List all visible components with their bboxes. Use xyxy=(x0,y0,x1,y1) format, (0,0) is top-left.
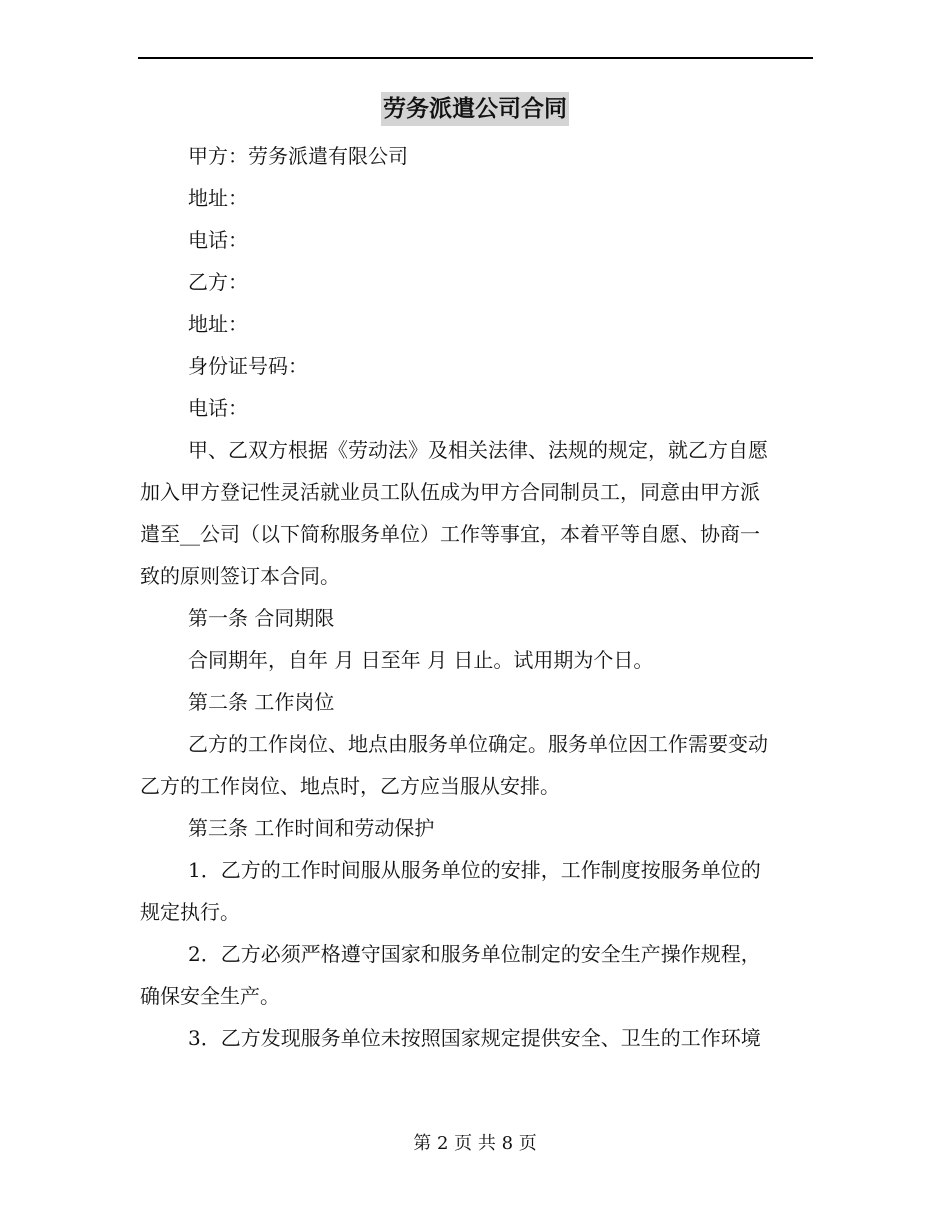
text-line: 甲、乙双方根据《劳动法》及相关法律、法规的规定，就乙方自愿 xyxy=(188,438,768,462)
text-line: 地址： xyxy=(188,186,248,210)
text-line: 乙方的工作岗位、地点由服务单位确定。服务单位因工作需要变动 xyxy=(188,732,768,756)
text-line: 第三条 工作时间和劳动保护 xyxy=(188,816,435,840)
text-line: 加入甲方登记性灵活就业员工队伍成为甲方合同制员工，同意由甲方派 xyxy=(140,480,760,504)
text-line: 确保安全生产。 xyxy=(140,984,280,1008)
title-container xyxy=(0,92,950,126)
text-line: 规定执行。 xyxy=(140,900,240,924)
text-line: 遣至__公司（以下简称服务单位）工作等事宜，本着平等自愿、协商一 xyxy=(140,522,760,546)
page-footer: 第 2 页 共 8 页 xyxy=(413,1133,537,1154)
text-line: 乙方： xyxy=(188,270,248,294)
header-rule xyxy=(138,57,813,59)
text-line: 2．乙方必须严格遵守国家和服务单位制定的安全生产操作规程， xyxy=(188,942,761,966)
text-line: 1．乙方的工作时间服从服务单位的安排，工作制度按服务单位的 xyxy=(188,858,761,882)
text-line: 第一条 合同期限 xyxy=(188,606,335,630)
document-body xyxy=(140,135,820,1059)
text-line: 乙方的工作岗位、地点时，乙方应当服从安排。 xyxy=(140,774,560,798)
text-line: 甲方：劳务派遣有限公司 xyxy=(188,144,408,168)
text-line: 3．乙方发现服务单位未按照国家规定提供安全、卫生的工作环境 xyxy=(188,1026,761,1050)
text-line: 身份证号码： xyxy=(188,354,308,378)
text-line: 电话： xyxy=(188,396,248,420)
document-title: 劳务派遣公司合同 xyxy=(381,92,569,126)
text-line: 第二条 工作岗位 xyxy=(188,690,335,714)
text-line: 致的原则签订本合同。 xyxy=(140,564,340,588)
text-line: 地址： xyxy=(188,312,248,336)
text-line: 合同期年，自年 月 日至年 月 日止。试用期为个日。 xyxy=(188,648,654,672)
text-line: 电话： xyxy=(188,228,248,252)
